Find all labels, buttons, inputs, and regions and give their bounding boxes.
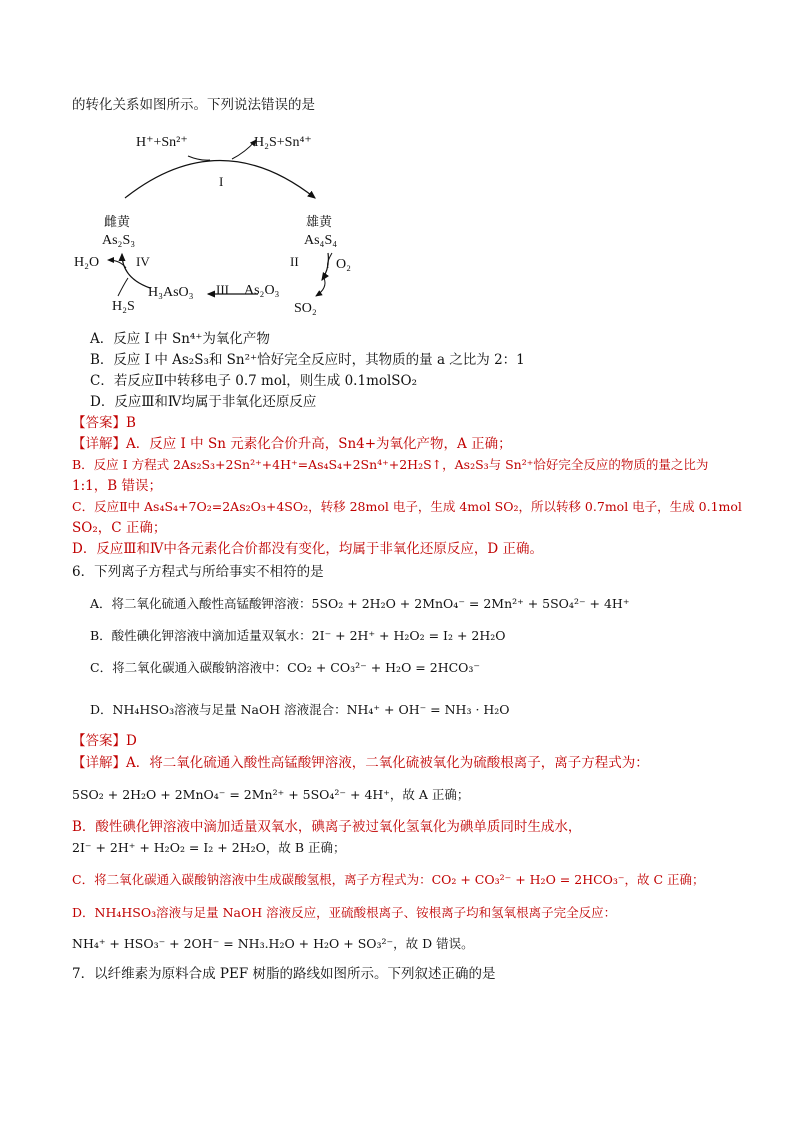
q5-option-c: C．若反应Ⅱ中转移电子 0.7 mol，则生成 0.1molSO₂: [90, 373, 418, 389]
reaction-cycle-diagram: [60, 128, 380, 323]
arrow-reaction-I-out: [232, 140, 256, 159]
q6-detail-d-eq: NH₄⁺ + HSO₃⁻ + 2OH⁻ = NH₃.H₂O + H₂O + SO₃²⁻，故 D 错误。: [72, 936, 474, 951]
q6-title: 6．下列离子方程式与所给事实不相符的是: [72, 564, 324, 580]
label-reaction-III: III: [216, 282, 229, 297]
q5-detail-d: D．反应Ⅲ和Ⅳ中各元素化合价都没有变化，均属于非氧化还原反应，D 正确。: [72, 541, 543, 557]
label-top-left: H⁺+Sn²⁺: [136, 135, 188, 150]
label-left-name: 雌黄: [104, 214, 131, 229]
q6-detail-c: C．将二氧化碳通入碳酸钠溶液中生成碳酸氢根，离子方程式为：CO₂ + CO₃²⁻ + H₂O = 2HCO₃⁻，故 C 正确；: [72, 872, 705, 887]
q5-answer: 【答案】B: [72, 415, 136, 431]
q6-detail-a-eq: 5SO₂ + 2H₂O + 2MnO₄⁻ = 2Mn²⁺ + 5SO₄²⁻ + 4H⁺，故 A 正确；: [72, 787, 470, 802]
q5-option-d: D．反应Ⅲ和Ⅳ均属于非氧化还原反应: [90, 394, 317, 410]
label-o2: O₂: [336, 257, 351, 272]
label-top-right: H₂S+Sn⁴⁺: [254, 135, 312, 150]
label-reaction-II: II: [290, 254, 299, 269]
q5-option-a: A．反应 I 中 Sn⁴⁺为氧化产物: [90, 331, 270, 347]
label-right-name: 雄黄: [306, 214, 333, 229]
q5-detail-c-cont: SO₂，C 正确；: [72, 520, 167, 536]
label-left-formula: As₂S₃: [102, 233, 136, 248]
q6-option-d: D．NH₄HSO₃溶液与足量 NaOH 溶液混合：NH₄⁺ + OH⁻ = NH₃ · H₂O: [90, 702, 510, 717]
q6-detail-a: 【详解】A．将二氧化硫通入酸性高锰酸钾溶液，二氧化硫被氧化为硫酸根离子，离子方程式为：: [72, 755, 649, 771]
label-h2s: H₂S: [112, 299, 135, 314]
label-as2o3: As₂O₃: [244, 283, 280, 298]
label-reaction-I: I: [219, 174, 224, 189]
arrow-reaction-I-in: [188, 156, 210, 160]
label-h2o: H₂O: [74, 255, 100, 270]
q7-title: 7．以纤维素为原料合成 PEF 树脂的路线如图所示。下列叙述正确的是: [72, 966, 496, 982]
q6-detail-b-eq: 2I⁻ + 2H⁺ + H₂O₂ = I₂ + 2H₂O，故 B 正确；: [72, 840, 346, 855]
q5-option-b: B．反应 I 中 As₂S₃和 Sn²⁺恰好完全反应时，其物质的量 a 之比为 2：1: [90, 352, 525, 368]
q6-detail-b: B．酸性碘化钾溶液中滴加适量双氧水，碘离子被过氧化氢氧化为碘单质同时生成水，: [72, 819, 582, 835]
label-reaction-IV: IV: [136, 254, 150, 269]
arrow-reaction-II-so2: [316, 278, 325, 296]
q5-detail-b-cont: 1:1，B 错误；: [72, 478, 162, 494]
q6-option-c: C．将二氧化碳通入碳酸钠溶液中：CO₂ + CO₃²⁻ + H₂O = 2HCO₃⁻: [90, 660, 481, 675]
q6-answer: 【答案】D: [72, 733, 137, 749]
arrow-reaction-IV-h2s: [118, 278, 128, 296]
q6-option-a: A．将二氧化硫通入酸性高锰酸钾溶液：5SO₂ + 2H₂O + 2MnO₄⁻ = 2Mn²⁺ + 5SO₄²⁻ + 4H⁺: [90, 596, 630, 611]
reaction-cycle-svg: [60, 128, 380, 323]
label-so2: SO₂: [294, 301, 317, 316]
q5-detail-a: 【详解】A．反应 I 中 Sn 元素化合价升高，Sn4+为氧化产物，A 正确；: [72, 436, 512, 452]
q5-detail-b: B．反应 I 方程式 2As₂S₃+2Sn²⁺+4H⁺=As₄S₄+2Sn⁴⁺+2H₂S↑，As₂S₃与 Sn²⁺恰好完全反应的物质的量之比为: [72, 457, 709, 472]
q6-detail-d: D．NH₄HSO₃溶液与足量 NaOH 溶液反应，亚硫酸根离子、铵根离子均和氢氧根离子完全反应：: [72, 905, 617, 920]
q5-detail-c: C．反应Ⅱ中 As₄S₄+7O₂=2As₂O₃+4SO₂，转移 28mol 电子，生成 4mol SO₂，所以转移 0.7mol 电子，生成 0.1mol: [72, 499, 742, 514]
label-h3aso3: H₃AsO₃: [148, 285, 194, 300]
label-right-formula: As₄S₄: [304, 233, 338, 248]
q6-option-b: B．酸性碘化钾溶液中滴加适量双氧水：2I⁻ + 2H⁺ + H₂O₂ = I₂ + 2H₂O: [90, 628, 506, 643]
question-intro: 的转化关系如图所示。下列说法错误的是: [72, 97, 315, 113]
